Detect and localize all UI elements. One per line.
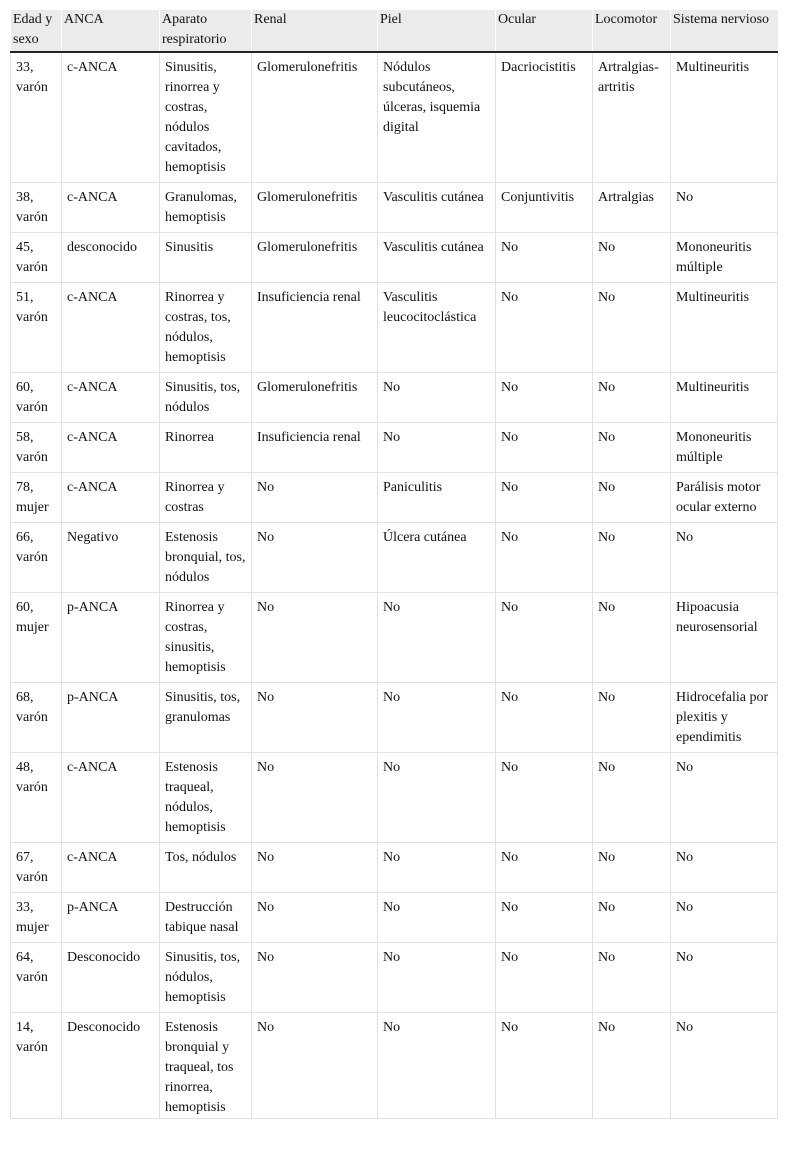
cell-renal: No <box>252 593 378 683</box>
cell-nervous-system: No <box>671 1013 778 1119</box>
cell-nervous-system: Mononeuritis múltiple <box>671 233 778 283</box>
cell-ocular: No <box>496 473 593 523</box>
header-respiratory: Aparato respiratorio <box>160 10 252 52</box>
cell-ocular: No <box>496 423 593 473</box>
cell-respiratory: Tos, nódulos <box>160 843 252 893</box>
cell-age-sex: 51, varón <box>11 283 62 373</box>
cell-age-sex: 33, mujer <box>11 893 62 943</box>
cell-age-sex: 68, varón <box>11 683 62 753</box>
cell-anca: p-ANCA <box>62 593 160 683</box>
cell-age-sex: 66, varón <box>11 523 62 593</box>
cell-skin: No <box>378 753 496 843</box>
header-nervous-system: Sistema nervioso <box>671 10 778 52</box>
cell-ocular: No <box>496 373 593 423</box>
cell-anca: p-ANCA <box>62 893 160 943</box>
cell-respiratory: Rinorrea y costras <box>160 473 252 523</box>
cell-nervous-system: Multineuritis <box>671 373 778 423</box>
cell-locomotor: No <box>593 893 671 943</box>
cell-anca: c-ANCA <box>62 423 160 473</box>
cell-anca: Desconocido <box>62 943 160 1013</box>
cell-ocular: No <box>496 283 593 373</box>
cell-nervous-system: No <box>671 943 778 1013</box>
table-row <box>11 473 778 523</box>
cell-respiratory: Sinusitis, rinorrea y costras, nódulos cavitados, hemoptisis <box>160 52 252 183</box>
cell-nervous-system: No <box>671 843 778 893</box>
cell-locomotor: No <box>593 233 671 283</box>
table-row <box>11 423 778 473</box>
cell-renal: Glomerulonefritis <box>252 183 378 233</box>
table-row <box>11 943 778 1013</box>
cell-skin: Vasculitis cutánea <box>378 183 496 233</box>
table-header <box>11 10 778 52</box>
cell-locomotor: No <box>593 1013 671 1119</box>
table-row <box>11 683 778 753</box>
cell-ocular: No <box>496 1013 593 1119</box>
cell-ocular: No <box>496 523 593 593</box>
cell-age-sex: 58, varón <box>11 423 62 473</box>
table-row <box>11 843 778 893</box>
cell-respiratory: Destrucción tabique nasal <box>160 893 252 943</box>
cell-renal: No <box>252 523 378 593</box>
header-locomotor: Locomotor <box>593 10 671 52</box>
clinical-table <box>10 10 778 1119</box>
cell-skin: No <box>378 373 496 423</box>
cell-ocular: No <box>496 893 593 943</box>
cell-ocular: No <box>496 843 593 893</box>
cell-renal: Glomerulonefritis <box>252 52 378 183</box>
table-row <box>11 1013 778 1119</box>
cell-locomotor: No <box>593 283 671 373</box>
table-row <box>11 52 778 183</box>
cell-ocular: No <box>496 593 593 683</box>
header-age-sex: Edad y sexo <box>11 10 62 52</box>
header-ocular: Ocular <box>496 10 593 52</box>
table-row <box>11 593 778 683</box>
cell-anca: p-ANCA <box>62 683 160 753</box>
cell-anca: c-ANCA <box>62 473 160 523</box>
table-body <box>11 52 778 1119</box>
cell-locomotor: Artralgias <box>593 183 671 233</box>
cell-age-sex: 48, varón <box>11 753 62 843</box>
cell-nervous-system: Hidrocefalia por plexitis y ependimitis <box>671 683 778 753</box>
header-anca: ANCA <box>62 10 160 52</box>
cell-nervous-system: Hipoacusia neurosensorial <box>671 593 778 683</box>
cell-renal: No <box>252 473 378 523</box>
cell-renal: Insuficiencia renal <box>252 423 378 473</box>
cell-renal: No <box>252 753 378 843</box>
cell-locomotor: No <box>593 523 671 593</box>
cell-skin: Úlcera cutánea <box>378 523 496 593</box>
cell-renal: Glomerulonefritis <box>252 373 378 423</box>
cell-ocular: No <box>496 753 593 843</box>
cell-anca: c-ANCA <box>62 753 160 843</box>
cell-locomotor: No <box>593 843 671 893</box>
cell-renal: No <box>252 683 378 753</box>
table-row <box>11 233 778 283</box>
cell-age-sex: 78, mujer <box>11 473 62 523</box>
cell-renal: No <box>252 843 378 893</box>
cell-skin: Nódulos subcutáneos, úlceras, isquemia digital <box>378 52 496 183</box>
table-row <box>11 373 778 423</box>
cell-locomotor: Artralgias-artritis <box>593 52 671 183</box>
cell-age-sex: 67, varón <box>11 843 62 893</box>
cell-locomotor: No <box>593 473 671 523</box>
cell-age-sex: 60, mujer <box>11 593 62 683</box>
table-row <box>11 523 778 593</box>
cell-age-sex: 14, varón <box>11 1013 62 1119</box>
cell-renal: No <box>252 943 378 1013</box>
cell-anca: c-ANCA <box>62 52 160 183</box>
cell-respiratory: Rinorrea y costras, tos, nódulos, hemoptisis <box>160 283 252 373</box>
cell-ocular: Dacriocistitis <box>496 52 593 183</box>
cell-age-sex: 38, varón <box>11 183 62 233</box>
cell-ocular: Conjuntivitis <box>496 183 593 233</box>
cell-ocular: No <box>496 943 593 1013</box>
table-row <box>11 283 778 373</box>
cell-anca: c-ANCA <box>62 843 160 893</box>
cell-locomotor: No <box>593 683 671 753</box>
cell-skin: Paniculitis <box>378 473 496 523</box>
cell-nervous-system: No <box>671 753 778 843</box>
cell-anca: Negativo <box>62 523 160 593</box>
cell-renal: Glomerulonefritis <box>252 233 378 283</box>
header-skin: Piel <box>378 10 496 52</box>
cell-anca: desconocido <box>62 233 160 283</box>
cell-respiratory: Sinusitis <box>160 233 252 283</box>
cell-renal: No <box>252 1013 378 1119</box>
cell-nervous-system: No <box>671 893 778 943</box>
cell-respiratory: Sinusitis, tos, granulomas <box>160 683 252 753</box>
cell-respiratory: Rinorrea <box>160 423 252 473</box>
cell-age-sex: 60, varón <box>11 373 62 423</box>
cell-skin: No <box>378 893 496 943</box>
cell-skin: No <box>378 683 496 753</box>
cell-skin: No <box>378 843 496 893</box>
cell-respiratory: Estenosis bronquial y traqueal, tos rinorrea, hemoptisis <box>160 1013 252 1119</box>
cell-locomotor: No <box>593 943 671 1013</box>
cell-skin: Vasculitis leucocitoclástica <box>378 283 496 373</box>
cell-locomotor: No <box>593 753 671 843</box>
cell-respiratory: Estenosis traqueal, nódulos, hemoptisis <box>160 753 252 843</box>
cell-anca: Desconocido <box>62 1013 160 1119</box>
cell-skin: No <box>378 423 496 473</box>
cell-nervous-system: Parálisis motor ocular externo <box>671 473 778 523</box>
cell-respiratory: Sinusitis, tos, nódulos, hemoptisis <box>160 943 252 1013</box>
cell-age-sex: 33, varón <box>11 52 62 183</box>
cell-respiratory: Sinusitis, tos, nódulos <box>160 373 252 423</box>
cell-skin: No <box>378 943 496 1013</box>
table-row <box>11 753 778 843</box>
cell-locomotor: No <box>593 593 671 683</box>
cell-skin: Vasculitis cutánea <box>378 233 496 283</box>
cell-renal: No <box>252 893 378 943</box>
table-row <box>11 183 778 233</box>
cell-nervous-system: Mononeuritis múltiple <box>671 423 778 473</box>
cell-nervous-system: No <box>671 523 778 593</box>
cell-nervous-system: No <box>671 183 778 233</box>
header-renal: Renal <box>252 10 378 52</box>
cell-skin: No <box>378 1013 496 1119</box>
cell-respiratory: Estenosis bronquial, tos, nódulos <box>160 523 252 593</box>
cell-skin: No <box>378 593 496 683</box>
cell-renal: Insuficiencia renal <box>252 283 378 373</box>
cell-age-sex: 64, varón <box>11 943 62 1013</box>
cell-locomotor: No <box>593 423 671 473</box>
cell-respiratory: Rinorrea y costras, sinusitis, hemoptisis <box>160 593 252 683</box>
cell-respiratory: Granulomas, hemoptisis <box>160 183 252 233</box>
cell-anca: c-ANCA <box>62 283 160 373</box>
cell-ocular: No <box>496 683 593 753</box>
cell-nervous-system: Multineuritis <box>671 283 778 373</box>
table-row <box>11 893 778 943</box>
header-row <box>11 10 778 52</box>
cell-locomotor: No <box>593 373 671 423</box>
cell-age-sex: 45, varón <box>11 233 62 283</box>
cell-anca: c-ANCA <box>62 373 160 423</box>
cell-anca: c-ANCA <box>62 183 160 233</box>
cell-ocular: No <box>496 233 593 283</box>
cell-nervous-system: Multineuritis <box>671 52 778 183</box>
